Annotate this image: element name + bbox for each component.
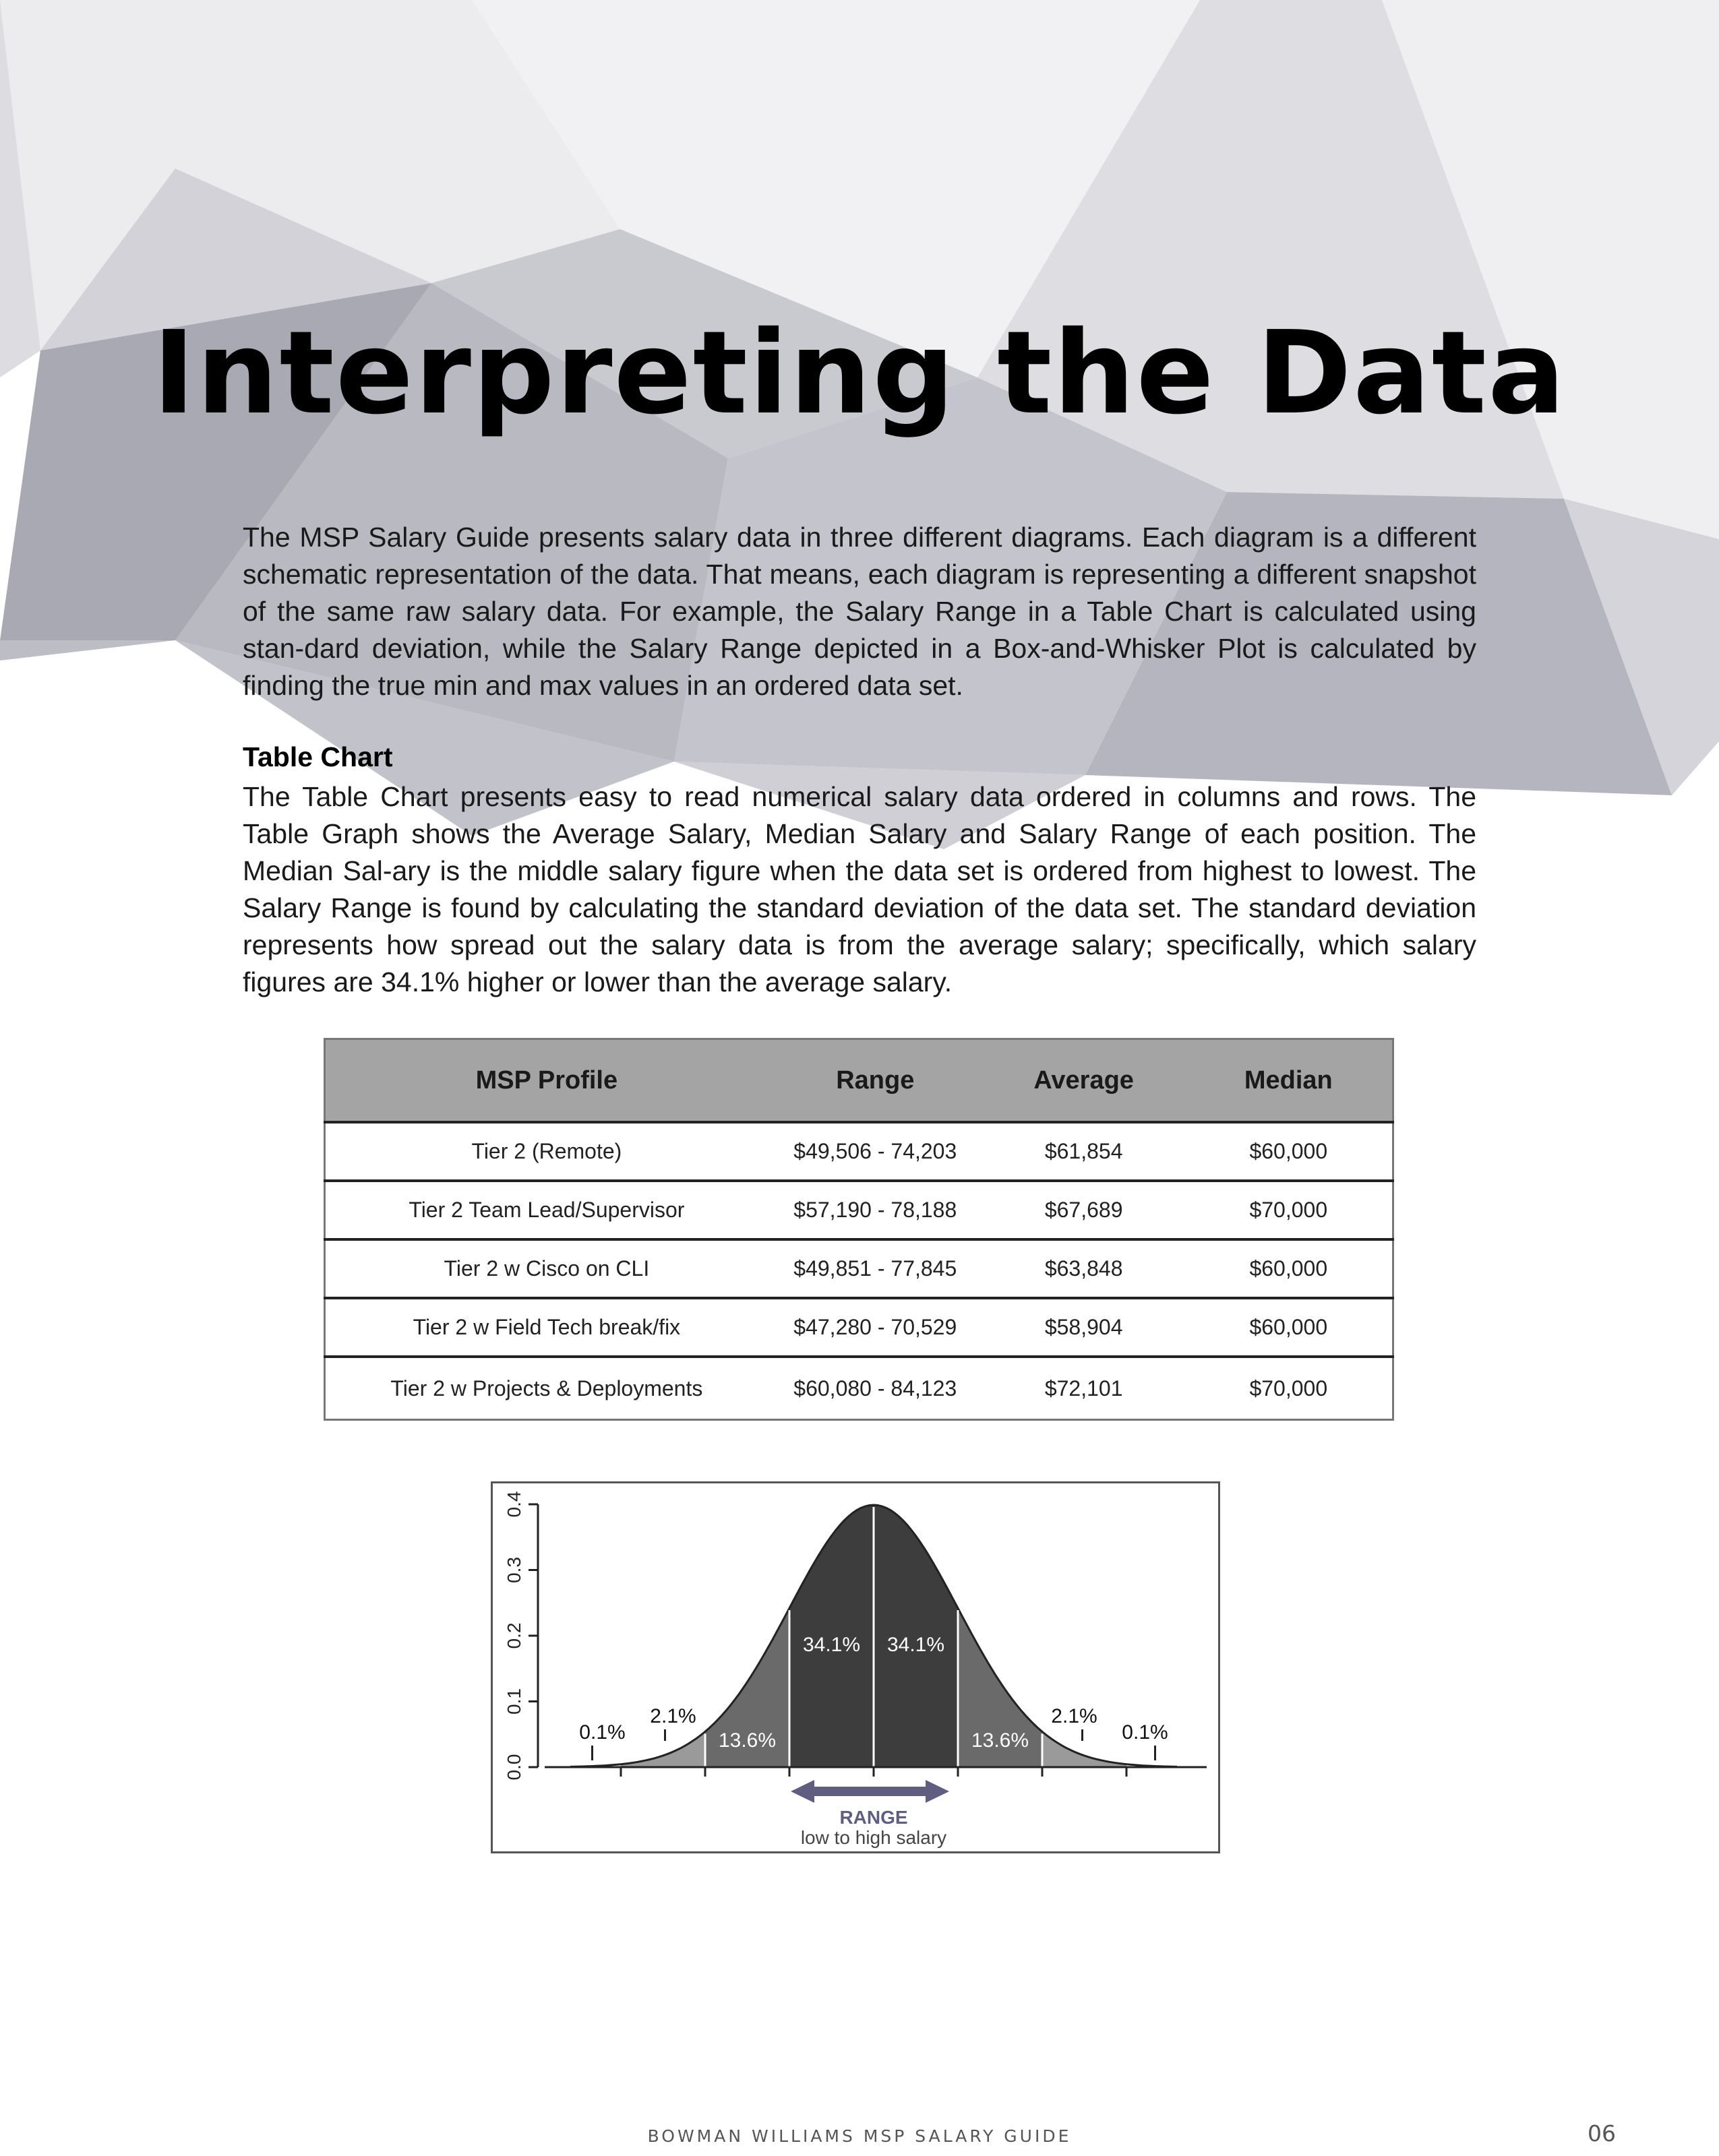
cell-profile: Tier 2 (Remote) [325, 1122, 768, 1181]
band-label: 13.6% [718, 1729, 777, 1752]
cell-range: $49,506 - 74,203 [768, 1122, 983, 1181]
cell-profile: Tier 2 Team Lead/Supervisor [325, 1181, 768, 1239]
band-label: 0.1% [579, 1721, 626, 1744]
table-description-paragraph: The Table Chart presents easy to read numerical salary data ordered in columns and rows. The Table Graph shows the Average Salary, Median Salary and Salary Range of each position. The Median Sal-ary is the middle salary figure when the data set is ordered from highest to lowest. The Salary Range is found by calculating the standard deviation of the data set. The standard deviation represents how spread out the salary data is from the average salary; specifically, which salary figures are 34.1% higher or lower than the average salary. [243, 781, 1476, 997]
cell-average: $63,848 [983, 1239, 1185, 1298]
page-title: Interpreting the Data [152, 307, 1567, 440]
band-label: 2.1% [1051, 1705, 1097, 1727]
cell-average: $72,101 [983, 1357, 1185, 1420]
y-tick-label: 0.3 [504, 1557, 524, 1583]
page-number: 06 [1588, 2120, 1616, 2147]
cell-median: $60,000 [1185, 1122, 1393, 1181]
y-tick-label: 0.0 [504, 1754, 524, 1781]
cell-median: $60,000 [1185, 1298, 1393, 1357]
header-average: Average [983, 1039, 1185, 1123]
cell-median: $60,000 [1185, 1239, 1393, 1298]
range-sublabel: low to high salary [800, 1827, 947, 1848]
cell-profile: Tier 2 w Projects & Deployments [325, 1357, 768, 1420]
table-row [325, 1122, 1393, 1181]
cell-profile: Tier 2 w Cisco on CLI [325, 1239, 768, 1298]
y-tick-label: 0.2 [504, 1622, 524, 1649]
section-heading: Table Chart [243, 741, 393, 772]
cell-range: $49,851 - 77,845 [768, 1239, 983, 1298]
band-label: 34.1% [886, 1634, 945, 1656]
cell-range: $57,190 - 78,188 [768, 1181, 983, 1239]
header-median: Median [1185, 1039, 1393, 1123]
range-label: RANGE [839, 1807, 908, 1828]
band-label: 0.1% [1122, 1721, 1168, 1744]
cell-median: $70,000 [1185, 1181, 1393, 1239]
band-label: 2.1% [650, 1705, 696, 1727]
table-header-row [325, 1039, 1393, 1123]
table-row [325, 1357, 1393, 1420]
salary-table [324, 1038, 1394, 1421]
table-row [325, 1239, 1393, 1298]
table-row [325, 1298, 1393, 1357]
intro-paragraph: The MSP Salary Guide presents salary data in three different diagrams. Each diagram is a different schematic representation of the data. That means, each diagram is representing a different snapshot of the same raw salary data. For example, the Salary Range in a Table Chart is calculated using stan-dard deviation, while the Salary Range depicted in a Box-and-Whisker Plot is calculated by finding the true min and max values in an ordered data set. [243, 522, 1476, 701]
cell-range: $60,080 - 84,123 [768, 1357, 983, 1420]
header-msp-profile: MSP Profile [325, 1039, 768, 1123]
cell-average: $58,904 [983, 1298, 1185, 1357]
cell-average: $67,689 [983, 1181, 1185, 1239]
cell-average: $61,854 [983, 1122, 1185, 1181]
y-tick-label: 0.1 [504, 1688, 524, 1715]
cell-profile: Tier 2 w Field Tech break/fix [325, 1298, 768, 1357]
header-range: Range [768, 1039, 983, 1123]
bell-curve-chart [491, 1481, 1220, 1853]
footer-title: BOWMAN WILLIAMS MSP SALARY GUIDE [647, 2126, 1072, 2146]
band-label: 13.6% [971, 1729, 1029, 1752]
y-tick-label: 0.4 [504, 1491, 524, 1518]
table-row [325, 1181, 1393, 1239]
cell-range: $47,280 - 70,529 [768, 1298, 983, 1357]
cell-median: $70,000 [1185, 1357, 1393, 1420]
band-label: 34.1% [802, 1634, 861, 1656]
